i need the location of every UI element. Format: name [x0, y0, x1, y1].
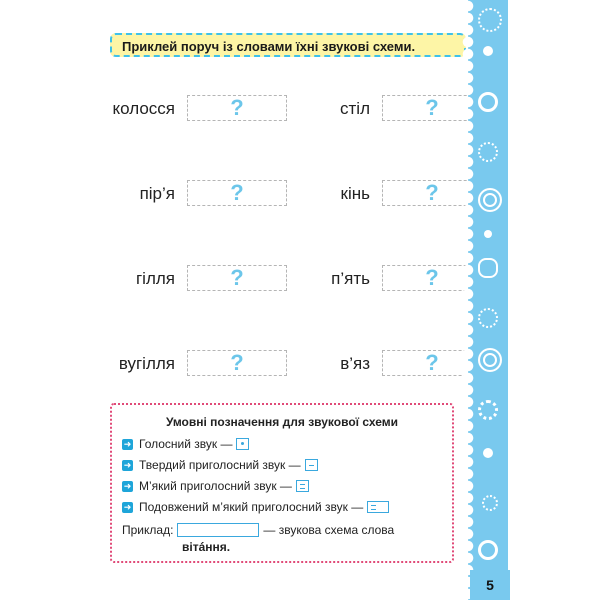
scheme-box-right-2[interactable]: ?: [382, 180, 482, 206]
legend-row-soft: [122, 479, 309, 493]
legend-row-hard: [122, 458, 318, 472]
scheme-box-left-3[interactable]: ?: [187, 265, 287, 291]
scheme-box-left-2[interactable]: ?: [187, 180, 287, 206]
legend-label-vowel: Голосний звук —: [139, 437, 233, 451]
ring-icon: [478, 92, 498, 112]
legend-row-vowel: [122, 437, 249, 451]
word-right-4: в’яз: [340, 354, 370, 373]
scheme-box-right-4[interactable]: ?: [382, 350, 482, 376]
scheme-box-right-3[interactable]: ?: [382, 265, 482, 291]
dotted-circle-icon: [478, 400, 498, 420]
hard-consonant-symbol-icon: [305, 459, 318, 471]
double-ring-icon: [478, 188, 502, 212]
dot-icon: [483, 448, 493, 458]
arrow-icon: ➜: [123, 438, 132, 449]
scheme-box-left-4[interactable]: ?: [187, 350, 287, 376]
example-label: Приклад:: [122, 523, 174, 537]
word-left-3: гілля: [135, 269, 175, 288]
page-number: 5: [470, 570, 510, 600]
scheme-box-right-1[interactable]: ?: [382, 95, 482, 121]
flower-circle-icon: [478, 142, 498, 162]
word-left-2: пір’я: [139, 184, 175, 203]
word-left-1: колосся: [112, 99, 175, 118]
example-row: [122, 523, 394, 537]
word-left-4: вугілля: [118, 354, 175, 373]
instruction-banner: Приклей поруч із словами їхні звукові схеми.: [110, 33, 466, 57]
vowel-symbol-icon: [236, 438, 249, 450]
legend-row-long: [122, 500, 389, 514]
example-scheme-icon: [177, 523, 259, 537]
legend-title: Умовні позначення для звукової схеми: [165, 415, 399, 429]
legend-box: [110, 403, 454, 563]
arrow-icon: ➜: [123, 501, 132, 512]
long-soft-consonant-symbol-icon: [367, 501, 389, 513]
double-ring-icon: [478, 348, 502, 372]
dot-icon: [483, 46, 493, 56]
ring-icon: [478, 540, 498, 560]
word-right-3: п’ять: [331, 269, 370, 288]
small-flower-icon: [482, 495, 498, 511]
soft-consonant-symbol-icon: [296, 480, 309, 492]
word-right-2: кінь: [340, 184, 370, 203]
dotted-circle-icon: [478, 308, 498, 328]
arrow-icon: ➜: [123, 459, 132, 470]
legend-label-soft: М’який приголосний звук —: [139, 479, 292, 493]
small-dot-icon: [484, 230, 492, 238]
example-text: — звукова схема слова: [263, 523, 395, 537]
word-right-1: стіл: [340, 99, 370, 118]
legend-label-long: Подовжений м’який приголосний звук —: [139, 500, 364, 514]
legend-label-hard: Твердий приголосний звук —: [139, 458, 301, 472]
scheme-box-left-1[interactable]: ?: [187, 95, 287, 121]
example-word: вітáння.: [182, 540, 231, 554]
wavy-circle-icon: [478, 258, 498, 278]
dotted-circle-icon: [478, 8, 502, 32]
arrow-icon: ➜: [123, 480, 132, 491]
